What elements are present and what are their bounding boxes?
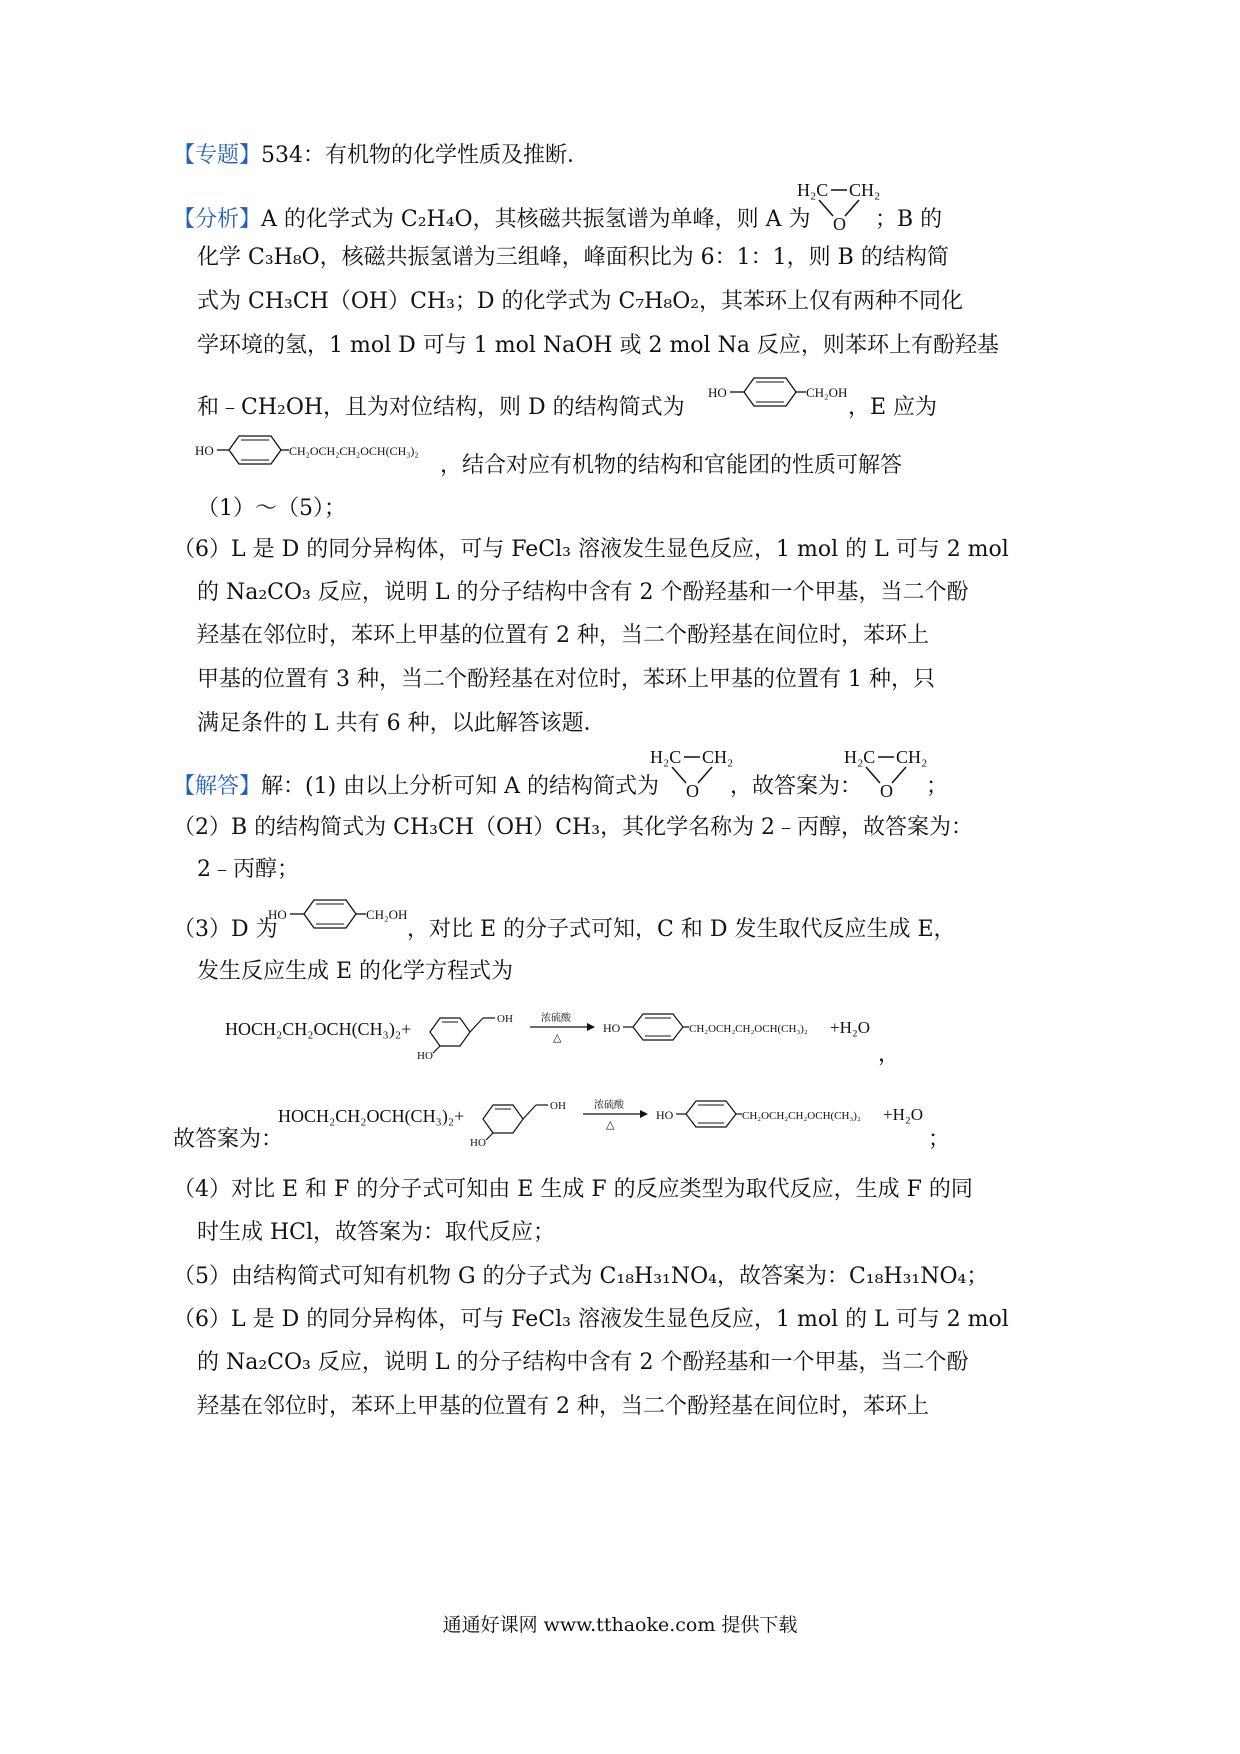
analysis-p6-5: 满足条件的 L 共有 6 种，以此解答该题． — [197, 711, 606, 736]
ch2oh-label-d2: CH₂OH — [366, 907, 408, 922]
epoxide-oxygen-label-b: O — [686, 781, 699, 800]
catalyst-label-2: 浓硫酸 — [594, 1100, 624, 1111]
water-label-2: +H₂O — [883, 1105, 924, 1124]
analysis-line-2: 化学 C₃H₈O，核磁共振氢谱为三组峰，峰面积比为 6：1：1，则 B 的结构简 — [197, 245, 949, 270]
analysis-line-7: （1）～（5）； — [197, 496, 346, 521]
analysis-p6-1: （6）L 是 D 的同分异构体，可与 FeCl₃ 溶液发生显色反应，1 mol 的 L 可与 2 mol — [173, 537, 1009, 562]
e-chain-label-p2: CH₂OCH₂CH₂OCH(CH₃)₂ — [742, 1110, 861, 1122]
answer-line-1 — [173, 772, 659, 802]
answer-tag: 【解答】 — [173, 774, 262, 799]
answer-q3a: （3）D 为 — [173, 917, 278, 942]
oh-label-2: OH — [550, 1100, 566, 1112]
epoxide-left-label-c: H₂C — [844, 747, 876, 767]
epoxide-oxygen-label-c: O — [880, 781, 893, 800]
epoxide-right-label: CH₂ — [849, 180, 881, 200]
epoxide-left-label: H₂C — [797, 180, 829, 200]
analysis-line-3: 式为 CH₃CH（OH）CH₃；D 的化学式为 C₇H₈O₂，其苯环上仅有两种不同化 — [197, 289, 964, 314]
answer-equation-end: ； — [928, 1127, 951, 1152]
answer-q1c: ； — [926, 774, 949, 799]
analysis-line-4: 学环境的氢，1 mol D 可与 1 mol NaOH 或 2 mol Na 反应，则苯环上有酚羟基 — [197, 333, 999, 358]
analysis-line-1 — [173, 205, 810, 235]
page-footer: 通通好课网 www.tthaoke.com 提供下载 — [442, 1614, 798, 1636]
analysis-p6-4: 甲基的位置有 3 种，当二个酚羟基在对位时，苯环上甲基的位置有 1 种，只 — [197, 667, 935, 692]
e-chain-label-p: CH₂OCH₂CH₂OCH(CH₃)₂ — [689, 1023, 808, 1035]
ho-label-d2: HO — [268, 907, 287, 922]
answer-q1b: ，故答案为： — [730, 774, 863, 799]
answer-q5: （5）由结构简式可知有机物 G 的分子式为 C₁₈H₃₁NO₄，故答案为：C₁₈H₃₁NO₄； — [173, 1264, 989, 1289]
epoxide-right-label-c: CH₂ — [896, 747, 928, 767]
analysis-p6-3: 羟基在邻位时，苯环上甲基的位置有 2 种，当二个酚羟基在间位时，苯环上 — [197, 623, 929, 648]
answer-q6-1: （6）L 是 D 的同分异构体，可与 FeCl₃ 溶液发生显色反应，1 mol 的 L 可与 2 mol — [173, 1307, 1009, 1332]
reactant-label: HOCH₂CH₂OCH(CH₃)₂+ — [225, 1019, 412, 1039]
catalyst-label: 浓硫酸 — [541, 1013, 571, 1024]
answer-q3b: ，对比 E 的分子式可知，C 和 D 发生取代反应生成 E， — [407, 917, 956, 942]
analysis-text-1a: A 的化学式为 C₂H₄O，其核磁共振氢谱为单峰，则 A 为 — [261, 207, 811, 232]
answer-q6-2: 的 Na₂CO₃ 反应，说明 L 的分子结构中含有 2 个酚羟基和一个甲基，当二个酚 — [197, 1350, 969, 1375]
heat-label: △ — [553, 1032, 562, 1044]
answer-q3d: ， — [878, 1042, 901, 1067]
analysis-p6-2: 的 Na₂CO₃ 反应，说明 L 的分子结构中含有 2 个酚羟基和一个甲基，当二个酚 — [197, 580, 969, 605]
structure-e — [195, 430, 435, 470]
epoxide-oxygen-label: O — [833, 214, 846, 234]
answer-q1a: 解：(1) 由以上分析可知 A 的结构简式为 — [261, 774, 660, 799]
ho-label-r2: HO — [470, 1137, 486, 1147]
analysis-tag: 【分析】 — [173, 207, 262, 232]
water-label: +H₂O — [830, 1018, 871, 1037]
answer-q2b: 2﹣丙醇； — [197, 857, 299, 882]
analysis-line-5a: 和﹣CH₂OH，且为对位结构，则 D 的结构简式为 — [197, 395, 685, 420]
reactant-label-2: HOCH₂CH₂OCH(CH₃)₂+ — [278, 1106, 465, 1126]
epoxide-left-label-b: H₂C — [650, 747, 682, 767]
answer-q3c: 发生反应生成 E 的化学方程式为 — [197, 959, 514, 984]
ho-label-p2: HO — [656, 1108, 674, 1122]
analysis-line-5b: ，E 应为 — [848, 395, 938, 420]
analysis-line-6b: ，结合对应有机物的结构和官能团的性质可解答 — [440, 453, 903, 478]
answer-q4b: 时生成 HCl，故答案为：取代反应； — [197, 1220, 556, 1245]
topic-line — [173, 141, 589, 171]
ho-label-p: HO — [603, 1021, 621, 1035]
structure-d-answer — [268, 894, 408, 934]
analysis-text-1b: ；B 的 — [875, 207, 943, 232]
oh-label: OH — [497, 1013, 513, 1025]
epoxide-right-label-b: CH₂ — [702, 747, 734, 767]
topic-tag: 【专题】 — [173, 143, 262, 168]
ho-label: HO — [708, 385, 727, 400]
e-chain-label: CH₂OCH₂CH₂OCH(CH₃)₂ — [289, 444, 419, 458]
reaction-equation-1 — [225, 1005, 885, 1060]
reaction-equation-2 — [278, 1092, 938, 1147]
ho-label-r: HO — [417, 1050, 433, 1060]
answer-label-equation: 故答案为： — [173, 1127, 284, 1152]
ch2oh-label: CH₂OH — [806, 385, 848, 400]
ho-label-e: HO — [195, 443, 214, 458]
answer-q4a: （4）对比 E 和 F 的分子式可知由 E 生成 F 的反应类型为取代反应，生成 F 的同 — [173, 1177, 973, 1202]
answer-q2a: （2）B 的结构简式为 CH₃CH（OH）CH₃，其化学名称为 2﹣丙醇，故答案为： — [173, 815, 974, 840]
heat-label-2: △ — [606, 1119, 615, 1131]
benzyl-alcohol-phenol-structure-d — [708, 372, 848, 412]
topic-text: 534：有机物的化学性质及推断． — [261, 143, 590, 168]
answer-q6-3: 羟基在邻位时，苯环上甲基的位置有 2 种，当二个酚羟基在间位时，苯环上 — [197, 1394, 929, 1419]
